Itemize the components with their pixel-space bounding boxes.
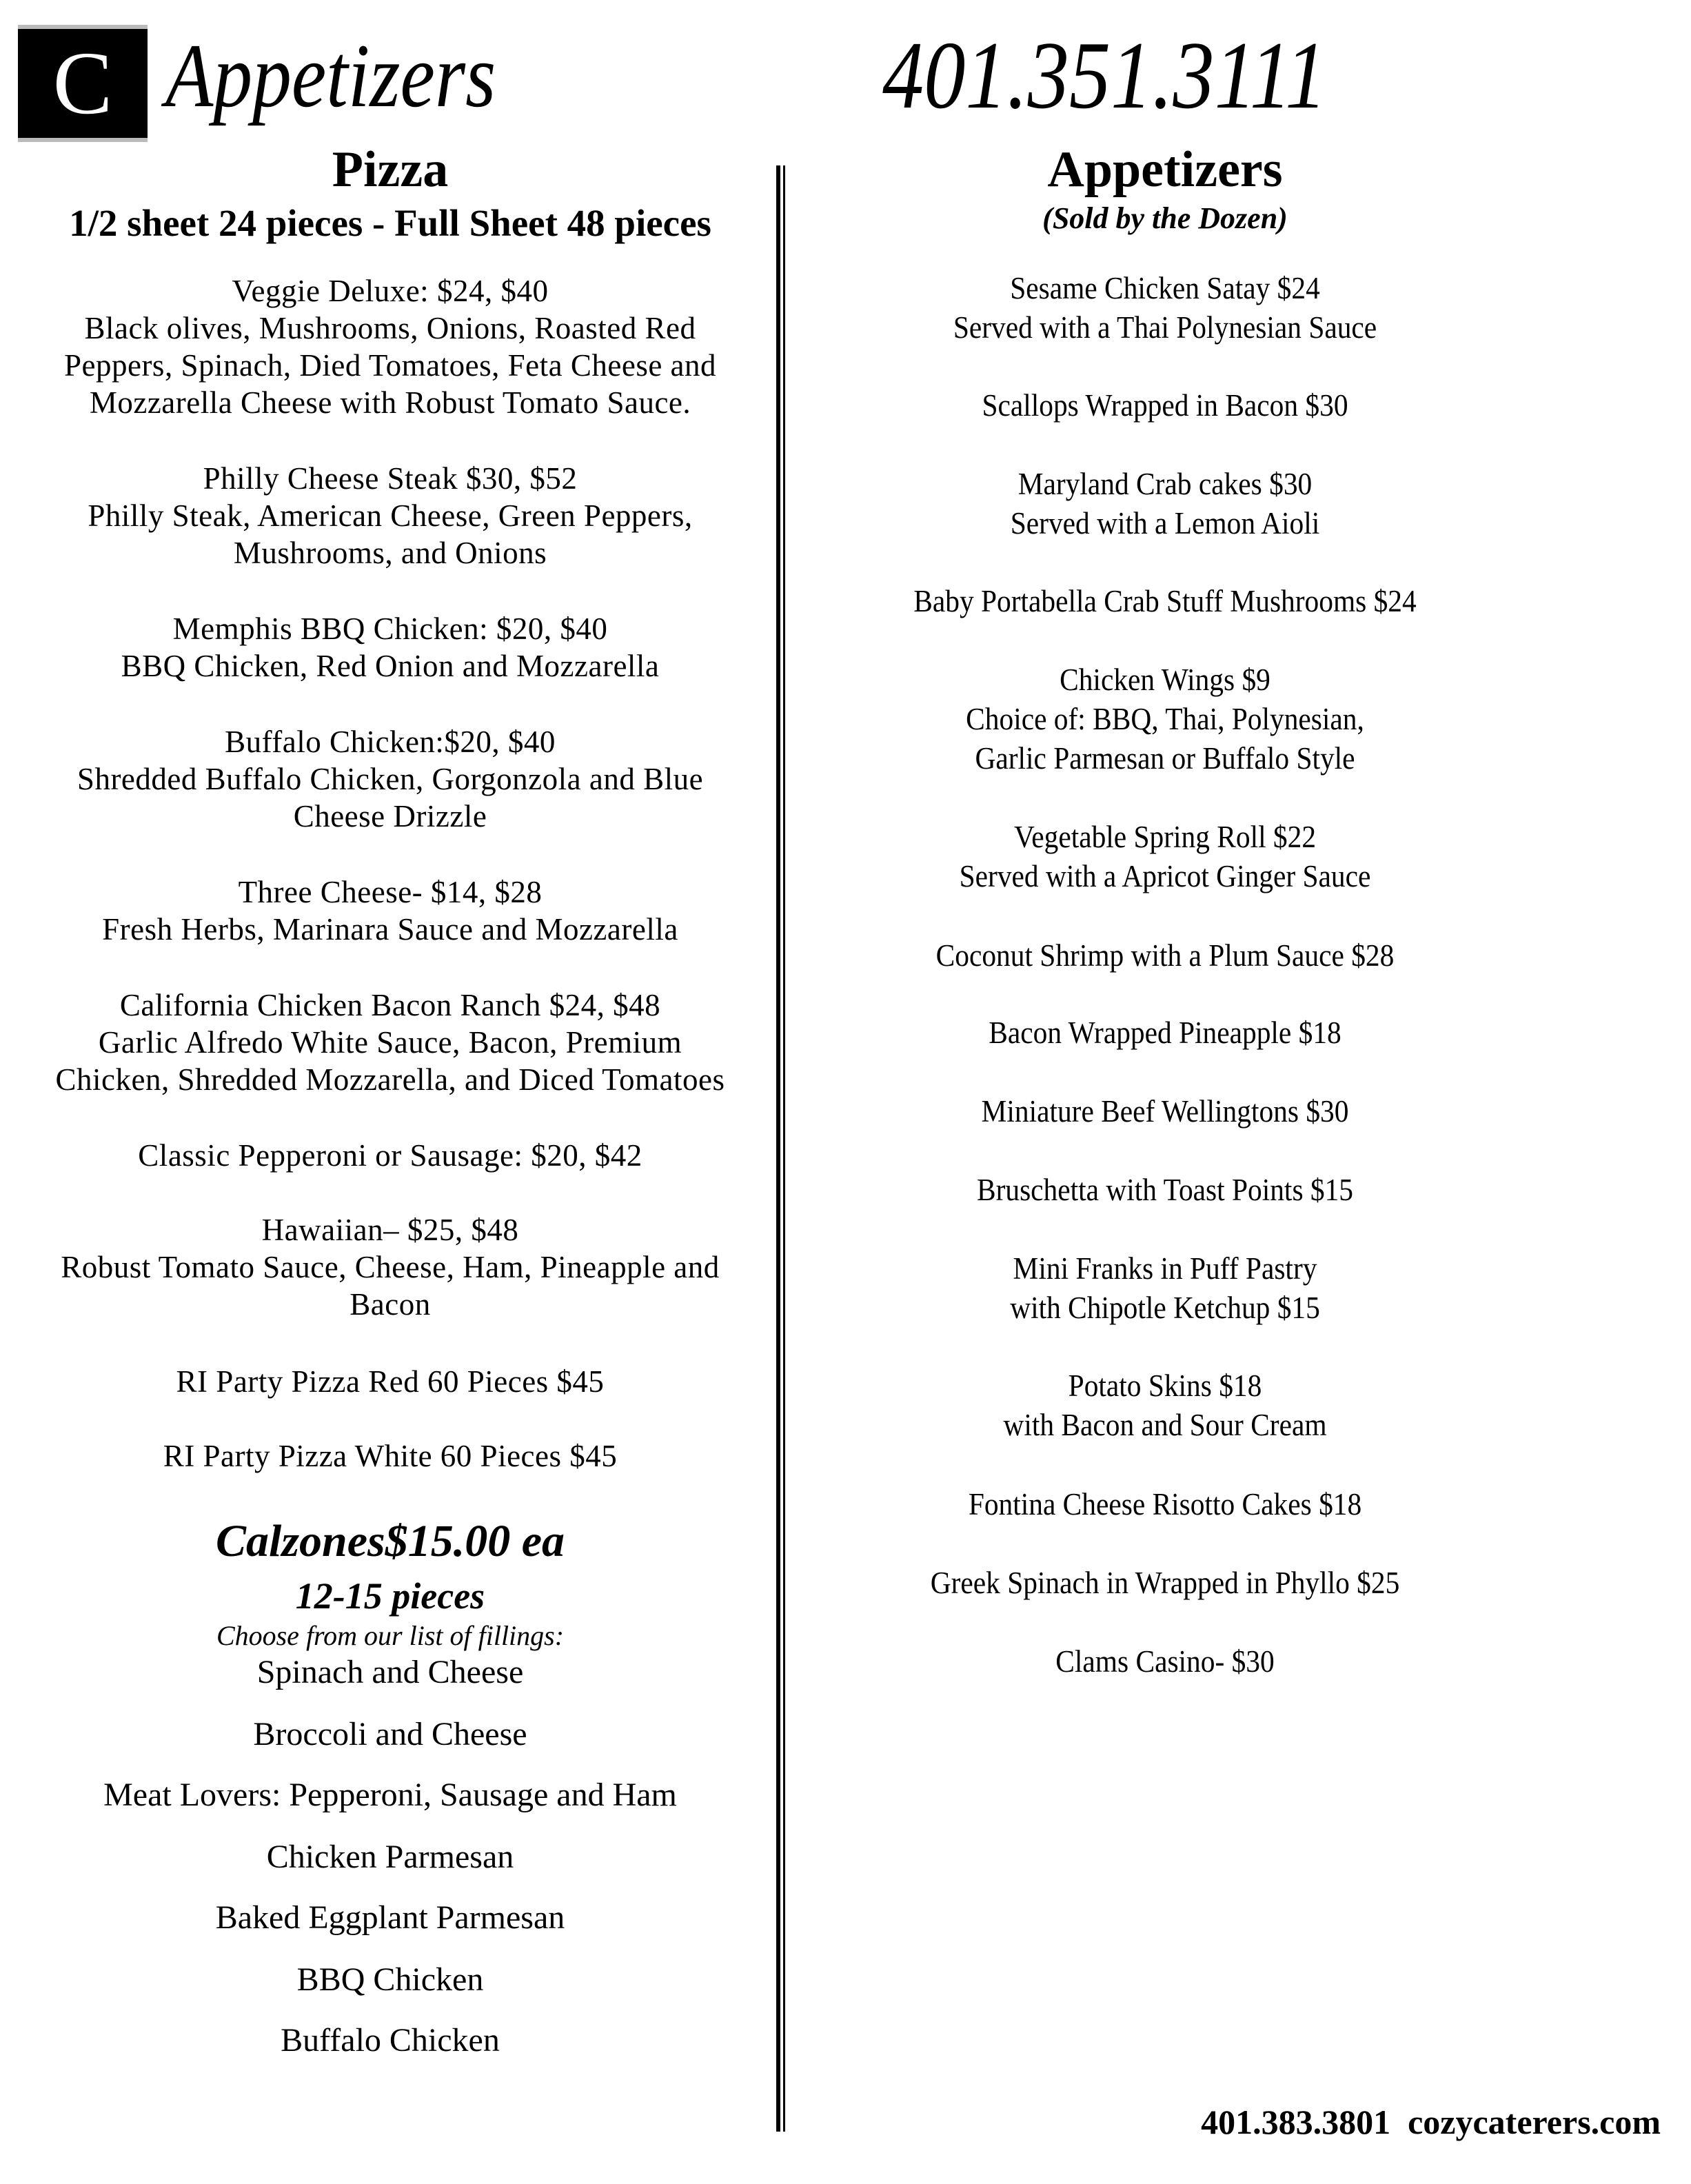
appetizer-item-description: Served with a Lemon Aioli: [1010, 506, 1320, 540]
appetizer-item-title: Baby Portabella Crab Stuff Mushrooms $24: [913, 584, 1417, 618]
logo-letter: C: [52, 34, 113, 133]
appetizer-item-description: Served with a Thai Polynesian Sauce: [953, 310, 1377, 345]
pizza-item-title: Classic Pepperoni or Sausage: $20, $42: [138, 1138, 642, 1173]
footer-website[interactable]: cozycaterers.com: [1408, 2103, 1661, 2141]
pizza-item-description: Mozzarella Cheese with Robust Tomato Sauce.: [89, 385, 691, 420]
pizza-item-title: Veggie Deluxe: $24, $40: [232, 274, 549, 308]
header-phone: 401.351.3111: [882, 22, 1327, 129]
appetizer-item-title: Maryland Crab cakes $30: [1017, 467, 1313, 501]
pizza-item-description: Black olives, Mushrooms, Onions, Roasted Red: [84, 311, 696, 345]
pizza-item-title: Three Cheese- $14, $28: [238, 875, 543, 909]
pizza-item-description: Garlic Alfredo White Sauce, Bacon, Premium: [98, 1025, 682, 1060]
pizza-item-description: Mushrooms, and Onions: [233, 536, 547, 570]
appetizers-heading: Appetizers: [1047, 141, 1283, 198]
pizza-item-description: Shredded Buffalo Chicken, Gorgonzola and Blue: [77, 762, 704, 796]
pizza-item-title: Philly Cheese Steak $30, $52: [203, 461, 578, 496]
pizza-item-description: Philly Steak, American Cheese, Green Peppers,: [88, 498, 693, 533]
appetizer-item-title: Sesame Chicken Satay $24: [1010, 271, 1320, 305]
calzones-heading: Calzones$15.00 ea: [215, 1516, 565, 1566]
appetizer-item-title: Clams Casino- $30: [1055, 1644, 1275, 1679]
page-title: Appetizers: [165, 25, 496, 126]
appetizers-subheading: (Sold by the Dozen): [1042, 201, 1288, 235]
column-divider-inner: [783, 165, 785, 2132]
logo: [18, 25, 148, 142]
appetizer-item-title: Potato Skins $18: [1068, 1368, 1262, 1403]
appetizer-item-title: Coconut Shrimp with a Plum Sauce $28: [935, 938, 1395, 973]
pizza-item-title: RI Party Pizza White 60 Pieces $45: [163, 1439, 618, 1473]
calzone-filling: Baked Eggplant Parmesan: [215, 1899, 565, 1936]
appetizer-item-title: Bacon Wrapped Pineapple $18: [989, 1015, 1341, 1050]
appetizer-item-title: Chicken Wings $9: [1060, 663, 1270, 697]
footer-contact: [1201, 2103, 1661, 2141]
pizza-item-description: Chicken, Shredded Mozzarella, and Diced Tomatoes: [55, 1062, 725, 1097]
pizza-item-title: Memphis BBQ Chicken: $20, $40: [172, 611, 608, 646]
appetizer-item-title: Mini Franks in Puff Pastry: [1013, 1251, 1317, 1286]
pizza-item-title: Hawaiian– $25, $48: [261, 1213, 519, 1247]
appetizer-item-description: with Chipotle Ketchup $15: [1010, 1291, 1320, 1325]
pizza-heading: Pizza: [332, 141, 449, 198]
appetizer-item-description: Choice of: BBQ, Thai, Polynesian,: [966, 702, 1364, 736]
appetizer-item-title: Vegetable Spring Roll $22: [1013, 820, 1317, 854]
pizza-item-description: BBQ Chicken, Red Onion and Mozzarella: [121, 649, 660, 683]
calzone-filling: Buffalo Chicken: [281, 2022, 500, 2059]
pizza-item-title: Buffalo Chicken:$20, $40: [225, 725, 556, 759]
pizza-item-description: Bacon: [350, 1287, 431, 1322]
appetizer-item-title: Greek Spinach in Wrapped in Phyllo $25: [930, 1566, 1400, 1600]
calzones-note: Choose from our list of fillings:: [216, 1620, 565, 1651]
calzone-filling: Meat Lovers: Pepperoni, Sausage and Ham: [103, 1777, 677, 1813]
pizza-item-description: Fresh Herbs, Marinara Sauce and Mozzarella: [102, 912, 678, 947]
calzone-filling: Chicken Parmesan: [266, 1839, 514, 1875]
pizza-subheading: 1/2 sheet 24 pieces - Full Sheet 48 pieces: [69, 202, 711, 244]
column-divider: [776, 165, 780, 2132]
calzone-filling: Spinach and Cheese: [256, 1654, 524, 1690]
footer-phone: 401.383.3801: [1201, 2103, 1391, 2141]
appetizer-item-title: Miniature Beef Wellingtons $30: [981, 1094, 1349, 1129]
appetizer-item-title: Fontina Cheese Risotto Cakes $18: [968, 1487, 1362, 1521]
pizza-item-title: California Chicken Bacon Ranch $24, $48: [119, 988, 661, 1022]
calzones-pieces: 12-15 pieces: [295, 1575, 485, 1617]
appetizer-item-description: Served with a Apricot Ginger Sauce: [959, 859, 1371, 893]
pizza-item-title: RI Party Pizza Red 60 Pieces $45: [176, 1364, 605, 1399]
appetizer-item-title: Scallops Wrapped in Bacon $30: [982, 388, 1348, 423]
appetizer-item-title: Bruschetta with Toast Points $15: [976, 1173, 1354, 1207]
calzone-filling: BBQ Chicken: [296, 1961, 484, 1998]
appetizer-item-description: with Bacon and Sour Cream: [1003, 1408, 1327, 1442]
pizza-item-description: Robust Tomato Sauce, Cheese, Ham, Pineapple and: [61, 1250, 720, 1284]
calzone-filling: Broccoli and Cheese: [253, 1716, 527, 1752]
pizza-item-description: Cheese Drizzle: [293, 799, 487, 833]
pizza-item-description: Peppers, Spinach, Died Tomatoes, Feta Cheese and: [63, 348, 717, 383]
appetizer-item-description: Garlic Parmesan or Buffalo Style: [975, 741, 1355, 776]
